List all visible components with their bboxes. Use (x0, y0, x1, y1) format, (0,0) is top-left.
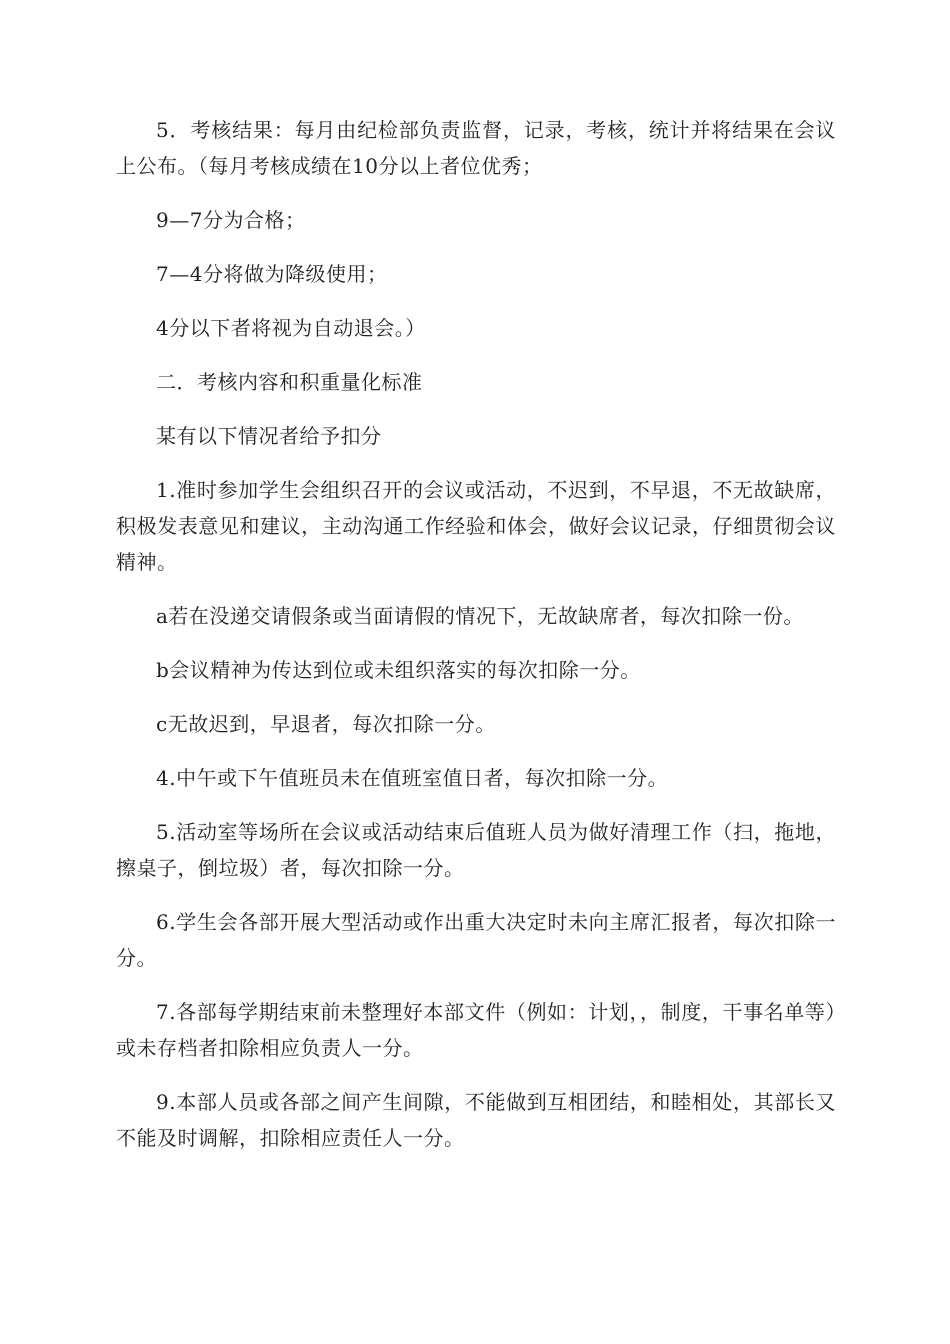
paragraph-item-a: a若在没递交请假条或当面请假的情况下，无故缺席者，每次扣除一份。 (156, 604, 804, 628)
paragraph-item-1: 1.准时参加学生会组织召开的会议或活动，不迟到，不早退，不无故缺席，积极发表意见和建议，主动沟通工作经验和体会，做好会议记录，仔细贯彻会议精神。 (116, 478, 836, 574)
paragraph-item-9: 9.本部人员或各部之间产生间隙，不能做到互相团结，和睦相处，其部长又不能及时调解，扣除相应责任人一分。 (116, 1090, 836, 1150)
paragraph-auto-withdraw: 4分以下者将视为自动退会。） (156, 316, 426, 340)
document-page (116, 112, 836, 1174)
paragraph-item-6: 6.学生会各部开展大型活动或作出重大决定时未向主席汇报者，每次扣除一分。 (116, 910, 836, 970)
paragraph-qualified: 9—7分为合格； (156, 208, 306, 232)
paragraph-item-7: 7.各部每学期结束前未整理好本部文件（例如：计划，，制度，干事名单等）或未存档者扣除相应负责人一分。 (116, 1000, 836, 1060)
section-heading: 二．考核内容和积重量化标准 (156, 370, 423, 394)
paragraph-item-c: c无故迟到，早退者，每次扣除一分。 (156, 712, 496, 736)
paragraph-deduction-intro: 某有以下情况者给予扣分 (156, 424, 382, 448)
paragraph-assessment-result: 5．考核结果：每月由纪检部负责监督，记录，考核，统计并将结果在会议上公布。（每月考核成绩在10分以上者位优秀； (116, 118, 836, 178)
paragraph-demotion: 7—4分将做为降级使用； (156, 262, 388, 286)
paragraph-item-5: 5.活动室等场所在会议或活动结束后值班人员为做好清理工作（扫，拖地，擦桌子，倒垃圾）者，每次扣除一分。 (116, 820, 836, 880)
paragraph-item-b: b会议精神为传达到位或未组织落实的每次扣除一分。 (156, 658, 641, 682)
paragraph-item-4: 4.中午或下午值班员未在值班室值日者，每次扣除一分。 (156, 766, 669, 790)
